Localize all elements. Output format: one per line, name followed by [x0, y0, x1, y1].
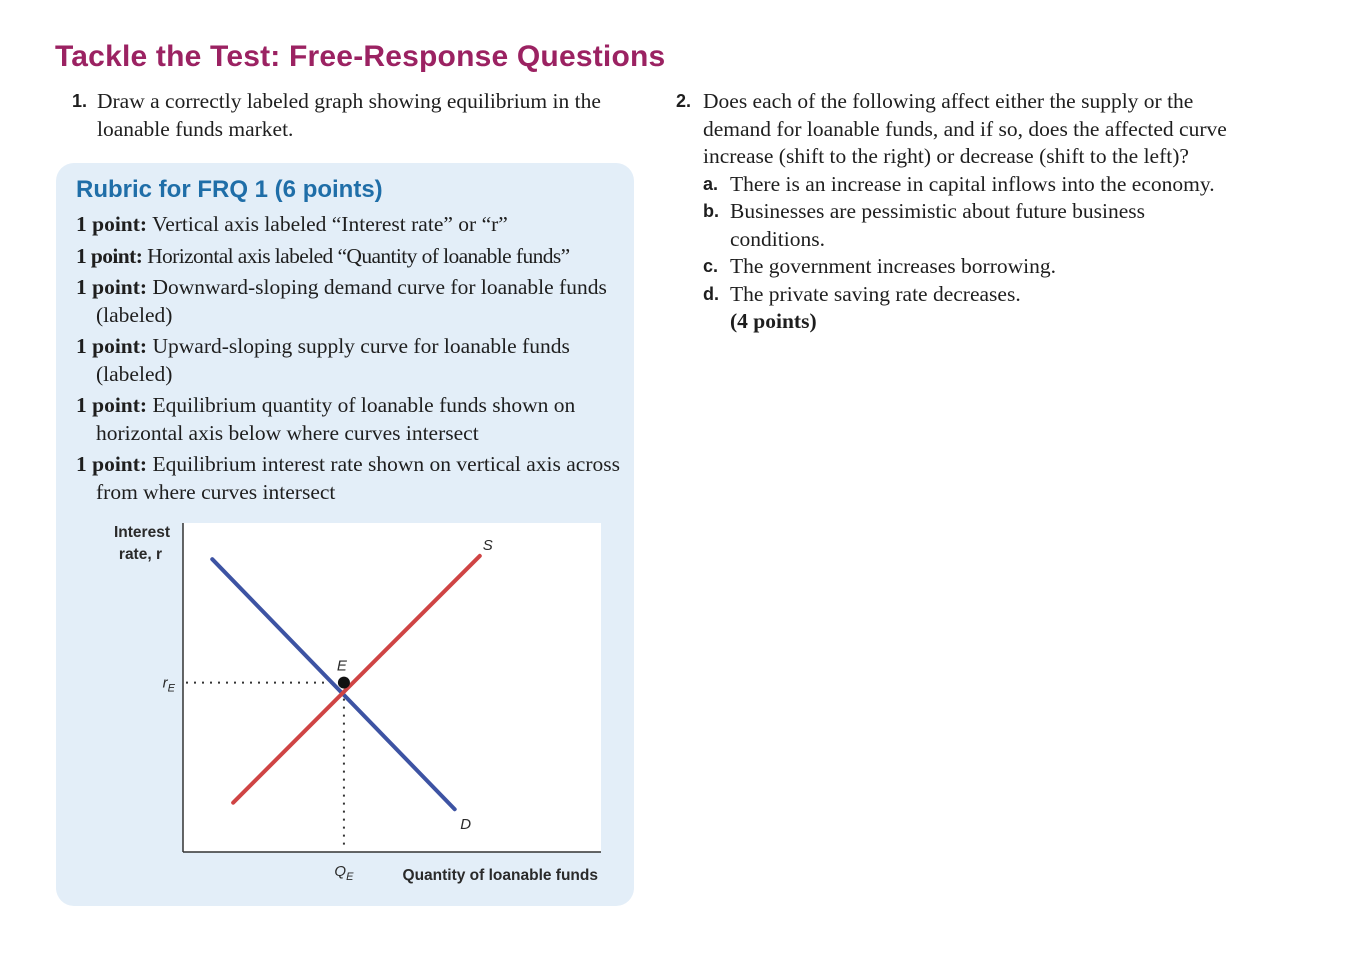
rubric-item-points: 1 point:	[76, 334, 148, 358]
supply-curve-label: S	[482, 536, 493, 554]
rubric-item	[76, 333, 628, 388]
question-part-text: Businesses are pessimistic about future business conditions.	[730, 199, 1146, 251]
question-part-letter: b.	[703, 201, 719, 221]
question-2-text: Does each of the following affect either the supply or the demand for loanable funds, and if so, does the affected curve increase (shift to the right) or decrease (shift to the left)?	[703, 89, 1227, 168]
equilibrium-quantity-label: $Q_E$	[334, 863, 354, 883]
question-part	[676, 171, 1236, 199]
question-part-text: The private saving rate decreases.	[730, 281, 1021, 306]
rubric-item	[76, 211, 628, 239]
question-part-text: There is an increase in capital inflows into the economy.	[730, 171, 1215, 196]
rubric-item-text: Equilibrium interest rate shown on vertical axis across from where curves intersect	[96, 452, 620, 504]
rubric-item	[76, 243, 628, 271]
question-1-text: Draw a correctly labeled graph showing equilibrium in the loanable funds market.	[97, 89, 601, 141]
equilibrium-rate-label: $r_E$	[162, 674, 175, 695]
question-part	[676, 198, 1236, 253]
loanable-funds-graph	[100, 523, 610, 895]
question-part	[676, 281, 1236, 309]
question-part	[676, 253, 1236, 281]
rubric-item-text: Downward-sloping demand curve for loanable funds (labeled)	[96, 275, 607, 327]
plot-area	[183, 523, 601, 852]
demand-curve-label: D	[460, 816, 472, 834]
question-1	[72, 88, 632, 143]
equilibrium-label: E	[336, 657, 347, 675]
x-axis-label: Quantity of loanable funds	[402, 867, 598, 884]
question-2	[676, 88, 1236, 336]
rubric-title: Rubric for FRQ 1 (6 points)	[76, 176, 383, 203]
question-1-number: 1.	[72, 91, 88, 111]
page-title: Tackle the Test: Free-Response Questions	[55, 40, 666, 73]
rubric-item-points: 1 point:	[76, 452, 148, 476]
rubric-item-points: 1 point:	[76, 243, 143, 268]
rubric-item-points: 1 point:	[76, 275, 148, 299]
rubric-item	[76, 392, 628, 447]
rubric-item-text: Vertical axis labeled “Interest rate” or “r”	[147, 212, 508, 236]
rubric-item-points: 1 point:	[76, 393, 148, 417]
rubric-list	[76, 211, 628, 510]
question-2-number: 2.	[676, 91, 692, 111]
y-axis-label-line2: rate, r	[118, 546, 162, 563]
loanable-funds-chart	[100, 523, 610, 895]
question-2-parts	[676, 171, 1236, 309]
question-part-letter: c.	[703, 256, 719, 276]
question-part-letter: a.	[703, 173, 719, 194]
y-axis-label-line1: Interest	[114, 524, 170, 541]
rubric-item-text: Equilibrium quantity of loanable funds shown on horizontal axis below where curves intersect	[96, 393, 576, 445]
rubric-item	[76, 451, 628, 506]
question-part-text: The government increases borrowing.	[730, 254, 1056, 278]
rubric-item-text: Upward-sloping supply curve for loanable funds (labeled)	[96, 334, 570, 386]
rubric-item-points: 1 point:	[76, 212, 148, 236]
rubric-item-text: Horizontal axis labeled “Quantity of loanable funds”	[142, 243, 570, 268]
equilibrium-point	[338, 677, 350, 689]
question-2-points: (4 points)	[730, 309, 817, 333]
rubric-item	[76, 274, 628, 329]
question-part-letter: d.	[703, 283, 719, 304]
